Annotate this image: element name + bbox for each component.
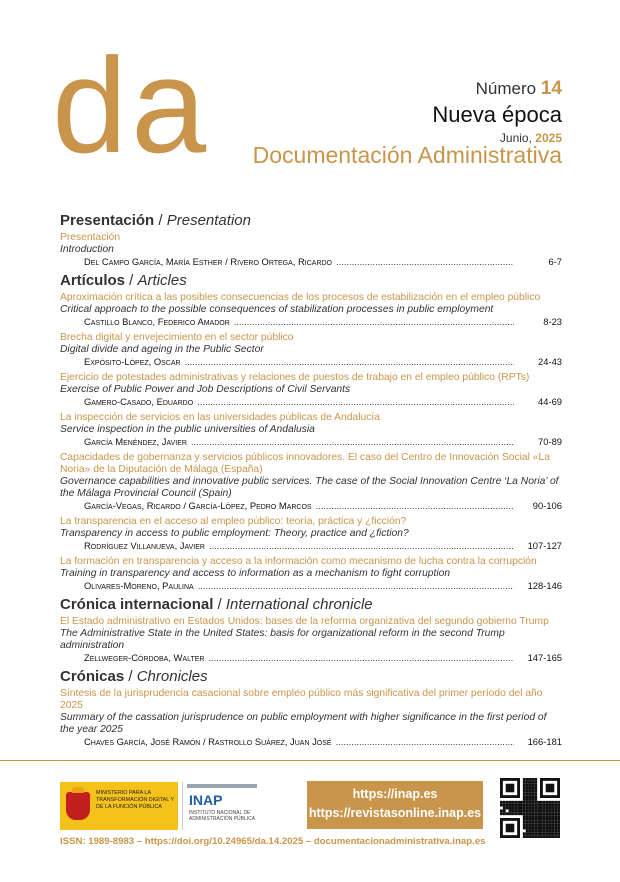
- qr-code-icon[interactable]: [500, 778, 560, 838]
- toc-entry[interactable]: [60, 232, 562, 268]
- section-heading: [60, 668, 562, 685]
- article-title-es[interactable]: La transparencia en el acceso al empleo público: teoría, práctica y ¿ficción?: [60, 516, 407, 527]
- article-title-en: Digital divide and ageing in the Public Sector: [60, 344, 264, 355]
- section-title-es: Crónica internacional: [60, 596, 214, 613]
- section-separator: /: [154, 212, 167, 229]
- article-title-es[interactable]: Aproximación crítica a las posibles consecuencias de los procesos de estabilización en el empleo público: [60, 292, 541, 303]
- table-of-contents: [60, 208, 562, 752]
- leader-dots: [198, 580, 514, 592]
- article-pages: 166-181: [527, 736, 562, 747]
- article-title-en: Transparency in access to public employment: Theory, practice and ¿fiction?: [60, 528, 409, 539]
- leader-dots: [208, 652, 514, 664]
- article-pages: 128-146: [527, 580, 562, 591]
- issue-number-label: Número: [475, 79, 537, 98]
- toc-entry[interactable]: [60, 556, 562, 592]
- leader-dots: [191, 436, 514, 448]
- author-row: [60, 256, 562, 268]
- issue-number: [432, 78, 562, 100]
- article-title-en: Training in transparency and access to information as a mechanism to fight corruption: [60, 568, 451, 579]
- issue-epoch: Nueva época: [432, 102, 562, 127]
- footer-divider: [0, 760, 620, 761]
- leader-dots: [185, 356, 514, 368]
- article-authors: Zellweger-Córdoba, Walter: [84, 652, 205, 663]
- inap-bar-icon: [187, 784, 257, 788]
- article-authors: García Menéndez, Javier: [84, 436, 187, 447]
- toc-entry[interactable]: [60, 332, 562, 368]
- toc-entry[interactable]: [60, 452, 562, 512]
- article-pages: 107-127: [527, 540, 562, 551]
- article-title-en: Summary of the cassation jurisprudence on public employment with higher significance in the first period of the year 2025: [60, 712, 547, 735]
- section-heading: [60, 596, 562, 613]
- section-separator: /: [213, 596, 226, 613]
- link-inap[interactable]: https://inap.es: [352, 787, 438, 801]
- ministerio-logo[interactable]: [60, 782, 178, 830]
- inap-name: INAP: [189, 792, 223, 808]
- author-row: [60, 500, 562, 512]
- article-authors: Del Campo García, María Esther / Rivero Ortega, Ricardo: [84, 256, 333, 267]
- section-title-en: Chronicles: [136, 668, 208, 685]
- issue-number-value: 14: [540, 78, 562, 99]
- article-title-es[interactable]: Capacidades de gobernanza y servicios públicos innovadores. El caso del Centro de Innovación Social «La Noria» de la Diputación de Málaga (España): [60, 452, 550, 475]
- section-title-es: Crónicas: [60, 668, 125, 685]
- inap-logo[interactable]: [182, 782, 261, 830]
- author-row: [60, 652, 562, 664]
- leader-dots: [336, 256, 514, 268]
- toc-entry[interactable]: [60, 292, 562, 328]
- section-title-es: Artículos: [60, 272, 126, 289]
- article-title-es[interactable]: Síntesis de la jurisprudencia casacional sobre empleo público más significativa del primer período del año 2025: [60, 688, 543, 711]
- coat-of-arms-icon: [66, 792, 90, 820]
- author-row: [60, 736, 562, 748]
- section-title-es: Presentación: [60, 212, 155, 229]
- article-authors: García-Vegas, Ricardo / García-López, Pedro Marcos: [84, 500, 312, 511]
- issue-year: 2025: [535, 131, 562, 145]
- toc-entry[interactable]: [60, 412, 562, 448]
- leader-dots: [197, 396, 514, 408]
- toc-entry[interactable]: [60, 372, 562, 408]
- article-title-es[interactable]: La inspección de servicios en las universidades públicas de Andalucía: [60, 412, 380, 423]
- link-revistas[interactable]: https://revistasonline.inap.es: [308, 806, 482, 820]
- article-title-es[interactable]: Presentación: [60, 232, 121, 243]
- article-title-en: The Administrative State in the United States: basis for organizational reform in the second Trump administration: [60, 628, 505, 651]
- article-authors: Rodríguez Villanueva, Javier: [84, 540, 205, 551]
- article-authors: Expósito-López, Oscar: [84, 356, 181, 367]
- article-pages: 6-7: [548, 256, 562, 267]
- leader-dots: [209, 540, 514, 552]
- article-authors: Chaves García, José Ramón / Rastrollo Suárez, Juan José: [84, 736, 332, 747]
- article-pages: 44-69: [538, 396, 562, 407]
- section-heading: [60, 212, 562, 229]
- issue-month: Junio,: [499, 131, 532, 145]
- author-row: [60, 580, 562, 592]
- article-authors: Gamero-Casado, Eduardo: [84, 396, 194, 407]
- article-pages: 90-106: [532, 500, 562, 511]
- ministerio-label: MINISTERIO PARA LA TRANSFORMACIÓN DIGITAL Y DE LA FUNCIÓN PÚBLICA: [96, 790, 174, 810]
- section-separator: /: [125, 272, 138, 289]
- section-separator: /: [124, 668, 137, 685]
- article-pages: 70-89: [538, 436, 562, 447]
- author-row: [60, 316, 562, 328]
- author-row: [60, 540, 562, 552]
- article-authors: Olivares-Moreno, Paulina: [84, 580, 194, 591]
- article-authors: Castillo Blanco, Federico Amador: [84, 316, 230, 327]
- author-row: [60, 396, 562, 408]
- leader-dots: [234, 316, 514, 328]
- article-title-es[interactable]: Brecha digital y envejecimiento en el sector público: [60, 332, 294, 343]
- article-title-es[interactable]: Ejercicio de potestades administrativas y relaciones de puestos de trabajo en el empleo público (RPTs): [60, 372, 530, 383]
- issue-info: [432, 78, 562, 145]
- leader-dots: [316, 500, 514, 512]
- article-pages: 8-23: [543, 316, 562, 327]
- article-pages: 24-43: [538, 356, 562, 367]
- article-title-en: Critical approach to the possible consequences of stabilization processes in public employment: [60, 304, 494, 315]
- inap-subtitle: INSTITUTO NACIONAL DE ADMINISTRACIÓN PÚBLICA: [189, 810, 256, 822]
- article-title-en: Governance capabilities and innovative public services. The case of the Social Innovation Centre ‘La Noria’ of the Málaga Provincial Council (Spain): [60, 476, 559, 499]
- article-title-es[interactable]: La formación en transparencia y acceso a la información como mecanismo de lucha contra la corrupción: [60, 556, 537, 567]
- leader-dots: [336, 736, 514, 748]
- links-box: [307, 781, 483, 829]
- section-title-en: International chronicle: [225, 596, 373, 613]
- toc-entry[interactable]: [60, 516, 562, 552]
- section-title-en: Articles: [137, 272, 187, 289]
- journal-logo: da: [52, 30, 211, 181]
- article-title-en: Service inspection in the public universities of Andalusia: [60, 424, 315, 435]
- journal-title: Documentación Administrativa: [252, 142, 562, 168]
- section-title-en: Presentation: [166, 212, 251, 229]
- article-title-en: Introduction: [60, 244, 114, 255]
- article-title-en: Exercise of Public Power and Job Descriptions of Civil Servants: [60, 384, 351, 395]
- toc-entry[interactable]: [60, 688, 562, 748]
- section-heading: [60, 272, 562, 289]
- footer-issn: ISSN: 1989-8983 – https://doi.org/10.24965/da.14.2025 – documentacionadministrativa.inap.es: [60, 836, 486, 847]
- author-row: [60, 436, 562, 448]
- article-pages: 147-165: [527, 652, 562, 663]
- toc-entry[interactable]: [60, 616, 562, 664]
- article-title-es[interactable]: El Estado administrativo en Estados Unidos: bases de la reforma organizativa del segundo gobierno Trump: [60, 616, 549, 627]
- author-row: [60, 356, 562, 368]
